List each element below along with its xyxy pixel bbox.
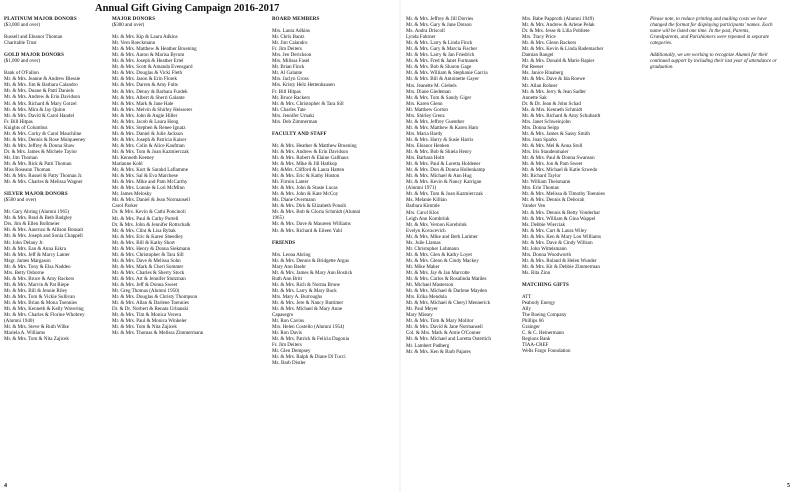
- donor-entry: Mr. & Mrs. Jon & Pam Sweet: [522, 161, 583, 168]
- donor-entry: Mr. & Mrs. Larry & Linda Finck: [406, 40, 473, 47]
- donor-entry: Mr. & Mrs. Thomas & Melissa Zimmermann: [112, 330, 204, 337]
- donor-entry: Mr. & Mrs. Albert & Sherri Galante: [112, 94, 185, 101]
- donor-entry: Mr. & Mrs. Kip & Laura Adkins: [112, 34, 178, 41]
- donor-entry: Mr. & Mrs. Mike & Jill Hatlkop: [272, 160, 338, 167]
- donor-entry: Mr. & Mrs. Aaron & Marisa Byrum: [112, 52, 185, 59]
- donor-entry: Mr. William Theismann: [522, 179, 571, 186]
- donor-entry: Mr. & Mrs. Dirk & Elizabeth Ponsib: [272, 203, 347, 210]
- donor-entry: Mr. & Mrs. Dave & Ida Roewe: [522, 76, 586, 83]
- donor-entry: Mr. & Mrs. Jeanne & Andrew Blessie: [4, 76, 81, 83]
- donor-entry: Mr. & Mrs. Jeffrey Guenther: [406, 118, 465, 125]
- donor-entry: Mr. & Mrs. Michael & Darlene Mayden: [406, 288, 488, 295]
- donor-entry: Mr. & Mrs. Tom & Mary Molitor: [406, 318, 474, 325]
- donor-entry: Mr. & Mrs. Bob & Gloria Schmidt (Alumni: [272, 209, 361, 216]
- donor-entry: Mr. & Mrs. Joseph & Heather Ertel: [112, 58, 184, 65]
- donor-entry: Peabody Energy: [522, 300, 556, 307]
- donor-entry: Mr. & Mrs. Larry & Jan Friedrich: [406, 52, 475, 59]
- donor-entry: Mr. Glen Dempsey: [272, 348, 311, 355]
- donor-entry: Mr. & Mrs. Marvin & Pat Riepe: [4, 281, 70, 288]
- donor-entry: Mr. Greg Thomas (Alumni 1950): [112, 288, 180, 295]
- donor-entry: Mary Missey: [406, 312, 433, 319]
- section-heading: FRIENDS: [272, 239, 296, 246]
- section-heading: FACULTY AND STAFF: [272, 130, 327, 137]
- donor-entry: Mr. & Mrs. Dennis & Deborah: [522, 197, 585, 204]
- donor-entry: Mr. & Mrs. David & Carol Handel: [4, 112, 75, 119]
- donor-entry: Dr. & Mrs. John & Jennifer Rottschalk: [112, 221, 191, 228]
- donor-entry: Mr. & Mrs. Jeffrey & Donna Shaw: [4, 142, 75, 149]
- donor-entry: Mr. & Mrs. Bob & Sharon Gage: [406, 64, 472, 71]
- donor-entry: Mrs. Mary A. Burroughs: [272, 293, 323, 300]
- donor-entry: Mr. & Mrs. Jeffrey & Jill Dorries: [406, 16, 474, 22]
- donor-entry: Mr. Bruce Rackers: [272, 94, 310, 101]
- donor-entry: Mr. & Mrs. Ean & Anna Eskra: [4, 245, 66, 252]
- donor-entry: Mr. & Mrs. Aaornzo & Allison Bonsait: [4, 227, 84, 234]
- donor-entry: Carol Parker: [112, 203, 138, 210]
- donor-entry: Mr. & Mrs. Clint & Lisa Rybak: [112, 227, 176, 234]
- donor-entry: Mr. & Mrs. Dennis & Bridgette Argus: [272, 257, 350, 264]
- donor-entry: Mr. & Mrs. Melvin & Shirley Heisserer: [112, 106, 193, 113]
- donor-entry: Mr. & Mrs. Ken & Barb Pajares: [406, 348, 471, 355]
- donor-entry: Mrs. Joan Sparks: [522, 136, 557, 143]
- section-heading: SILVER MAJOR DONORS: [4, 191, 68, 198]
- donor-entry: Dr. & Mrs. Jesse & Lilia Pobliete: [522, 28, 590, 35]
- donor-entry: Mr. & Mrs. Curt & Laura Wiley: [522, 227, 587, 234]
- donor-entry: Mr. & Mrs. Matthew & Karen Ham: [406, 124, 479, 131]
- donor-entry: Mr. & Mrs. Tom & Joan Kazmierczak: [112, 148, 189, 155]
- donor-entry: Fr. Jim Deiters: [272, 342, 302, 349]
- donor-entry: Miss Roseann Thoman: [4, 167, 51, 174]
- donor-entry: Mr. & Mrs. Joseph and Sonia Chappell: [4, 233, 83, 240]
- donor-entry: Mr. & Mrs. Tony & Elsa Naddeo: [4, 263, 71, 270]
- column-donors-top-tiers: [4, 16, 86, 342]
- donor-entry: Mrs. Jennifer Urnaki: [272, 112, 315, 119]
- donor-entry: Mr. & Mrs. Jim & Barbara Calandro: [4, 82, 78, 89]
- donor-entry: Mr. & Mrs. Bob & Shiela Henry: [406, 149, 472, 156]
- donor-entry: Mr. & Mrs. Dave & Cindy Willson: [522, 239, 593, 246]
- donor-entry: Mr. & Mrs. Paul & Donna Swanson: [522, 155, 595, 162]
- donor-entry: Mr. & Mrs. Eric & Karen Sheedley: [112, 233, 184, 240]
- donor-entry: Capasegro: [272, 312, 294, 319]
- donor-entry: Mr. & Mrs. Charles & Florine Whobrey: [4, 312, 85, 319]
- donor-entry: Mr. & Mrs. Denny & Barbara Furdek: [112, 88, 188, 95]
- donor-entry: Mr. & Mrs. Richard & Amy Schubardt: [522, 112, 601, 119]
- donor-entry: Mr. & Mrs. Ken & Mary Lou Williams: [522, 233, 601, 240]
- donor-entry: Mr. & Mrs. Glen & Kathy Loyet: [406, 251, 472, 258]
- donor-entry: Mr. & Mrs. David & Jane Normansell: [406, 324, 483, 331]
- format-note: Please note, to reduce printing and mailing costs we have changed the format for displaying participants' names. Each name will be listed one time. In the past, Parents, Grandparents, and Parishioners were repeated in separate categories.: [650, 16, 773, 47]
- donor-entry: Mrs. Janet Schweinjohn: [522, 118, 571, 125]
- donor-entry: Ms. & Mrs. Kenneth Schmidt: [522, 106, 583, 113]
- donor-entry: Mr. & Mrs. Christopher & Tara Sill: [272, 100, 344, 107]
- donor-entry: Annette Sak: [522, 94, 547, 101]
- donor-entry: Mr. & Mrs. Robert & Elaine Gallhaus: [272, 154, 349, 161]
- donor-entry: Fr. Jim Deiters: [272, 46, 302, 53]
- donor-entry: Russell and Eleanor Thoman: [4, 34, 63, 41]
- donor-entry: Knights of Columbus: [4, 124, 48, 131]
- donor-entry: Mrs. Betty Osborne: [4, 269, 44, 276]
- donor-entry: Mr. & Mrs. Andrew & Erin Davidson: [272, 148, 348, 155]
- donor-entry: Mr. & Mrs. Matthew & Heather Bruening: [112, 46, 197, 53]
- page-number-left: 4: [4, 483, 7, 489]
- donor-entry: Ms. Andra Driscoll: [406, 28, 445, 35]
- donor-entry: Mr. & Mrs. Stephen & Renee Ignatz: [112, 124, 186, 131]
- donor-entry: Mr. & Mrs. Tom & Vickie Sullivan: [4, 293, 75, 300]
- donor-entry: Fr. Bill Hitpas: [272, 88, 301, 95]
- section-heading: MAJOR DONORS: [112, 16, 156, 22]
- donor-entry: Mr. & Mrs. Henry & Donna Siekmann: [112, 245, 191, 252]
- donor-entry: Mr. & Mrs. Paul & Monica Winkeler: [112, 318, 187, 325]
- donor-entry: Mr. & Mrs. Jere & Nancy Buttimer: [272, 299, 344, 306]
- donor-entry: Mr. & Mrs. Lonnie & Lori McMinn: [112, 185, 185, 192]
- donor-entry: Ms. Julie Llamas: [406, 239, 441, 246]
- donor-entry: Mrs. Jen Derickson: [272, 52, 312, 59]
- donor-entry: (Alumni 1940): [4, 318, 35, 325]
- donor-entry: Mrs. Donna Seipp: [522, 124, 559, 131]
- donor-entry: Mrs. Erika Mendola: [406, 294, 447, 301]
- donor-entry: Mr. & Mrs. John & Kate McCoy: [272, 191, 339, 198]
- donor-entry: Mr. & Mrs. Douglas & Christy Thompson: [112, 294, 198, 301]
- donor-entry: Mr. & Mrs. Allan & Darlene Toennies: [112, 300, 189, 307]
- donor-entry: Drs. Jim & Ellen Bollmeier: [4, 221, 60, 228]
- section-heading: MATCHING GIFTS: [522, 282, 570, 289]
- donor-entry: Mr. & Mrs. Michael & Mary Anne: [272, 306, 343, 313]
- donor-entry: Mr. & Mrs. Carlos & Rosalinda Matiles: [406, 276, 487, 283]
- donor-entry: Mr. John Wittelsmann: [522, 245, 567, 252]
- donor-entry: Mr. & Mrs. Fred & Janet Furmanek: [406, 58, 479, 65]
- donor-entry: Ms. Debbie Wierciak: [522, 221, 566, 228]
- donor-entry: Mrs. Barbara Holtt: [406, 155, 445, 162]
- donor-entry: Mrs. Iris Staudenmaier: [522, 149, 569, 156]
- donor-entry: Mrs. Diane Giedeman: [406, 88, 451, 95]
- donor-entry: Mr. & Mrs. Rick & Patti Thoman: [4, 160, 72, 167]
- donor-entry: Mr. & Mrs. John & Angie Hiller: [112, 112, 178, 119]
- donor-entry: Mary Ann Baehr: [272, 263, 306, 270]
- donor-entry: Wells Fargo Foundation: [522, 348, 571, 355]
- column-board-faculty-friends: [272, 16, 360, 366]
- donor-entry: Mrs. Shirley Grenz: [406, 112, 445, 119]
- donor-entry: Marianne Kohl: [112, 161, 143, 168]
- donor-entry: Mr. & Mrs. Bill & Kathy Short: [112, 239, 175, 246]
- donor-entry: Mr. & Mrs. Kurt & Sarahd Laflamme: [112, 167, 188, 174]
- donor-entry: Phillips 66: [522, 318, 544, 325]
- donor-entry: Mr. & Mrs. Brian & Mona Toennies: [4, 299, 78, 306]
- donor-entry: Mr. & Mrs. Gary & Jane Dotson: [406, 22, 472, 29]
- donor-entry: Mr. &Mrs. Clifford & Laura Hatten: [272, 167, 345, 174]
- donor-entry: Mr. & Mrs. Melissa & Timothy Toennies: [522, 191, 605, 198]
- donor-entry: Mr. & Mrs. Paul & Loretta Holdener: [406, 161, 481, 168]
- donor-entry: ($1,000 and over): [4, 58, 41, 65]
- donor-entry: Mr. & Mrs. Michael & Cheryl Mennerick: [406, 300, 491, 307]
- donor-entry: Mr. & Mrs. Patrick & Felicia Dagonia: [272, 336, 350, 343]
- donor-entry: Mr. & Mrs. Douglas & Vicki Fleth: [112, 70, 182, 77]
- donor-entry: Mr. & Mrs. Roland & Helen Wunder: [522, 257, 597, 264]
- donor-entry: Mr. & Mrs. Scott & Amanda Evensgard: [112, 64, 193, 71]
- donor-entry: ($300 and over): [112, 22, 145, 29]
- donor-entry: Mr. Vern Boeckmann: [112, 40, 156, 47]
- donor-entry: Mr. Lambert Padberg: [406, 342, 450, 349]
- donor-entry: Mr. & Mrs. James & Sassy Smith: [522, 130, 590, 137]
- donor-entry: Mr. & Mrs. Michael & Katie Szwedo: [522, 167, 598, 174]
- donor-entry: Mr. & Mrs. Kevin & Nancy Karrigan: [406, 179, 482, 186]
- donor-entry: Mr. & Mrs. Jeff & Marcy Lanter: [4, 251, 70, 258]
- donor-entry: Dr. & Dr. Norbert & Renata Urbanski: [112, 306, 189, 313]
- donor-entry: Ms. Janice Rinaberg: [522, 70, 564, 77]
- donor-entry: Mr. & Mrs. Bill & Jennie Riley: [4, 287, 68, 294]
- donor-entry: Mr. Gary Ahring (Alumni 1965): [4, 209, 70, 216]
- donor-entry: Mr. Jim Calandro: [272, 40, 308, 47]
- donor-entry: Mr. & Mrs. Christopher & Tara Sill: [112, 251, 184, 258]
- donor-entry: Mr. & Mrs. Colin & Alice Kaufman: [112, 142, 185, 149]
- donor-entry: Mr. & Mrs. William & Gina Wappel: [522, 215, 596, 222]
- donor-entry: Mr. & Mrs. Eric & Kathy Huston: [272, 173, 340, 180]
- donor-entry: Mr. Firmin Lanter: [272, 179, 309, 186]
- donor-entry: Mr. & Mrs. Jeff & Donna Sweet: [112, 282, 178, 289]
- donor-entry: Ruth Ann Britt: [272, 275, 303, 282]
- donor-entry: Mariela A. Williams: [4, 330, 46, 337]
- donor-entry: Mrs. Jaclyn Gross: [272, 76, 309, 83]
- donor-entry: Mr. Matthew Gorton: [406, 106, 448, 113]
- donor-entry: Mr. & Mrs. Duane & Patti Daniels: [4, 88, 74, 95]
- donor-entry: Mr. & Mrs. Jacob & Laura Hong: [112, 118, 179, 125]
- donor-entry: Mr. & Mrs. Dave & Melissa Sohn: [112, 257, 181, 264]
- donor-entry: Mrs. Leona Ahring: [272, 251, 311, 258]
- section-heading: PLATINUM MAJOR DONORS: [4, 16, 77, 22]
- donor-entry: Mr. & Mrs. Charles & Sherry Stock: [112, 269, 185, 276]
- donor-entry: Ms. Barb Distler: [272, 360, 306, 367]
- donor-entry: Mr. & Mrs. Jason & Erin Florek: [112, 76, 178, 83]
- donor-entry: Mr. James Melosky: [112, 191, 152, 198]
- alumni-note: Additionally, we are working to recognize Alumni for their continued support by including their last year of attendance or graduation.: [650, 52, 777, 71]
- donor-entry: ATT: [522, 294, 532, 301]
- donor-entry: Mr. & Mrs. Charles & Melissa Wagner: [4, 179, 83, 186]
- donor-entry: Mr. & Mrs. James & Mary Ann Bostick: [272, 269, 353, 276]
- donor-entry: Mrs. Tracy Price: [522, 34, 556, 41]
- donor-entry: TIAA-CREF: [522, 342, 549, 349]
- column-major-donors: [112, 16, 203, 336]
- donor-entry: Mr. & Mrs. Daniel & Julie Jackson: [112, 130, 183, 137]
- donor-entry: Mr. Michael Masterson: [406, 282, 454, 289]
- donor-entry: Mr. John Delany Jr.: [4, 239, 44, 246]
- donor-entry: Mr. & Mrs. Bill & Antoinette Gayer: [406, 76, 479, 83]
- donor-entry: Mr. & Mrs. Richard & Eileen Yahl: [272, 227, 342, 234]
- donor-entry: Mr. & Mrs. Tom & Joan Kazmierczak: [406, 191, 483, 198]
- section-heading: BOARD MEMBERS: [272, 16, 320, 22]
- donor-entry: Mr. & Mrs. Andrew & Arlene Pelak: [522, 22, 595, 29]
- donor-entry: Mrs. Donna Woodworth: [522, 251, 571, 258]
- donor-entry: Dr. & Dr. Jean & John Schad: [522, 100, 581, 107]
- donor-entry: Mr. & Mrs. Paul & Cathy Portell: [112, 215, 179, 222]
- donor-entry: Regions Bank: [522, 336, 551, 343]
- donor-entry: Mr. & Mrs. Tom & Sandy Giger: [406, 94, 472, 101]
- donor-entry: Msgr. James Margason: [4, 257, 51, 264]
- donor-entry: Mr. & Mrs. Steve & Ruth Wilke: [4, 324, 70, 331]
- donor-entry: Pat Reeser: [522, 64, 544, 71]
- donor-entry: Mr. & Mrs. Andrew & Erin Davidson: [4, 94, 80, 101]
- donor-entry: Mr. & Mrs. Dave & Maureen Williams: [272, 221, 351, 228]
- donor-entry: Dr. & Mrs. Kevin & Cathi Poncinoli: [112, 209, 186, 216]
- donor-entry: Bank of O'Fallon: [4, 70, 39, 77]
- donor-entry: (Alumni 1971): [406, 185, 437, 192]
- donor-entry: Mr. & Mrs. Michael and Loretta Ostertich: [406, 336, 491, 343]
- donor-entry: Mr. & Mrs. Dennis & Betty Vonderhar: [522, 209, 601, 216]
- donor-entry: Mr. & Mrs. Don & Donna Hollenkamp: [406, 167, 486, 174]
- donor-entry: Mr. & Mrs. Tim & Monica Vecera: [112, 312, 182, 319]
- donor-entry: Mr. & Mrs. Daniel & Jean Normansell: [112, 197, 190, 204]
- donor-entry: Mr. & Mrs. Tom & Nita Zajicek: [4, 336, 69, 343]
- donor-entry: Mr. & Mrs. Harry & Susie Harris: [406, 136, 474, 143]
- donor-entry: Mrs. Milissa Fasel: [272, 58, 310, 65]
- donor-entry: Mr. Brian Finck: [272, 64, 305, 71]
- donor-entry: Mr. Charles Tate: [272, 106, 306, 113]
- donor-entry: Mr. & Mrs. Tom & Nita Zajicek: [112, 324, 177, 331]
- donor-entry: Mr. Ron Davis: [272, 330, 302, 337]
- donor-entry: Mr. & Mrs. Mike and Pam McCarthy: [112, 179, 188, 186]
- donor-entry: Mr. & Mrs. Rich & Norma Brune: [272, 281, 340, 288]
- donor-entry: Mr. & Mrs. Richard & Mary Gorzel: [4, 100, 77, 107]
- donor-entry: Mr. Al Galante: [272, 70, 303, 77]
- donor-entry: Ms. Diane Overmann: [272, 197, 316, 204]
- donor-entry: Mrs. Laura Adkins: [272, 28, 310, 35]
- donor-entry: Mrs. Babe Papproth (Alumni 1949): [522, 16, 594, 22]
- donor-entry: Barbara Kimmle: [406, 203, 440, 210]
- donor-entry: ($500 and over): [4, 197, 37, 204]
- page-title: Annual Gift Giving Campaign 2016-2017: [95, 3, 280, 14]
- section-heading: GOLD MAJOR DONORS: [4, 52, 65, 59]
- donor-entry: Mr. & Mrs. Art & Jennifer Stutzman: [112, 275, 186, 282]
- donor-entry: Dr. & Mrs. James & Michele Taylor: [4, 148, 78, 155]
- donor-entry: Mr. & Mrs. Mike and Beth Larimer: [406, 233, 478, 240]
- donor-entry: C. & C. Heinermann: [522, 330, 564, 337]
- donor-entry: Grainger: [522, 324, 540, 331]
- donor-entry: Mr. & Mrs. Vernon Korebrink: [406, 221, 467, 228]
- donor-entry: Mr. & Mrs. Heather & Matthew Bruening: [272, 142, 357, 149]
- donor-entry: Mr. & Mrs. Mel & Anna Stoll: [522, 142, 583, 149]
- donor-entry: Mr. & Mrs. Ralph & Diane Di Tucci: [272, 354, 346, 361]
- donor-entry: Mr. & Mrs. Bruce & Amy Rackers: [4, 275, 75, 282]
- donor-entry: Mr. & Mrs. William & Stephanie Garcia: [406, 70, 488, 77]
- donor-entry: Mrs. Erin Thomas: [522, 185, 559, 192]
- donor-entry: Mr. & Mrs. Kevin & Linda Rademacher: [522, 46, 604, 53]
- donor-entry: Mr. Jim Thoman: [4, 154, 38, 161]
- donor-entry: Lynda Fahrner: [406, 34, 436, 41]
- donor-entry: Mr. & Mrs. Jerry & Jean Sadler: [522, 88, 586, 95]
- donor-entry: Mr. & Mrs. Corky & Carol Mauchline: [4, 130, 82, 137]
- donor-entry: Fr. Bill Hitpas: [4, 118, 33, 125]
- donor-entry: 1965): [272, 215, 284, 222]
- donor-entry: Charitable Trust: [4, 40, 37, 47]
- donor-entry: Mr. & Mrs. Glenn & Cindy Mackey: [406, 257, 479, 264]
- donor-entry: Mrs. Jeanette M. Giebels: [406, 82, 457, 89]
- donor-entry: ($3,000 and over): [4, 22, 41, 29]
- column-friends-matching-gifts: [522, 16, 605, 355]
- donor-entry: Mr. Mike Maher: [406, 263, 440, 270]
- donor-entry: Mrs. Karen Glenn: [406, 100, 443, 107]
- page-gutter: [399, 0, 401, 492]
- donor-entry: Col. & Mrs. Mark & Amie O'Conner: [406, 330, 481, 337]
- donor-entry: Vander Ven: [522, 203, 546, 210]
- donor-entry: Mrs. Eleanor Henken: [406, 142, 450, 149]
- donor-entry: Mrs. Deb Zimmerman: [272, 118, 318, 125]
- donor-entry: Mr. Allan Rohner: [522, 82, 558, 89]
- donor-entry: Mr. & Mrs. Glenn Rackers: [522, 40, 577, 47]
- donor-entry: Leigh Ann Kombrink: [406, 215, 450, 222]
- page-number-right: 5: [787, 483, 790, 489]
- donor-entry: Evelyn Kovacevich: [406, 227, 446, 234]
- donor-entry: Mr. & Mrs. Sal & Eva Marchese: [112, 173, 178, 180]
- donor-entry: Mr. & Mrs. Donald & Marie Rapier: [522, 58, 595, 65]
- donor-entry: Damian Rangel: [522, 52, 554, 59]
- donor-entry: Mr. & Mrs. Larry & Mary Buck: [272, 287, 337, 294]
- donor-entry: Mrs. Maria Hardy: [406, 130, 443, 137]
- donor-entry: Mr. Kenneth Keeney: [112, 155, 155, 162]
- donor-entry: Mr. & Mrs. Dennis & Rose Mulqueeney: [4, 136, 86, 143]
- donor-entry: The Boeing Company: [522, 312, 567, 319]
- donor-entry: Mr. & Mrs. Michael & Ann Hug: [406, 173, 472, 180]
- donor-entry: Ms. Melanie Killian: [406, 197, 447, 204]
- donor-entry: Ally: [522, 306, 531, 313]
- donor-entry: Mr. & Mrs. Brad & Beth Badgley: [4, 215, 73, 222]
- column-friends-continued: [406, 16, 491, 355]
- donor-entry: Mr. & Mrs. Kenneth & Kelly Wavering: [4, 306, 84, 313]
- donor-entry: Mrs. Kristy Helz Hettenhausen: [272, 82, 335, 89]
- donor-entry: Mr. Richard Taylor: [522, 173, 561, 180]
- donor-entry: Mr. & Mrs. John & Stasie Lucas: [272, 185, 338, 192]
- donor-entry: Mrs. Carol Klos: [406, 209, 439, 216]
- donor-entry: Mr. & Mrs. Mark & Cheri Sommer: [112, 263, 184, 270]
- donor-entry: Mr. & Mrs. Darren & Amy Fults: [112, 82, 178, 89]
- donor-entry: Mr. Christopher Lohmann: [406, 245, 459, 252]
- donor-entry: Mr. & Mrs. Kit & Debbie Zimmerman: [522, 263, 600, 270]
- donor-entry: Mr. & Mrs. Gary & Marcia Fischer: [406, 46, 478, 53]
- donor-entry: Ms. Rita Zinn: [522, 269, 551, 276]
- donor-entry: Mr. & Mrs. Jay & Jan Marcotte: [406, 269, 470, 276]
- donor-entry: Mr. & Mrs. Mark & Jane Hale: [112, 100, 174, 107]
- donor-entry: Mr. Ron Cavins: [272, 318, 305, 325]
- donor-entry: Mr. & Mrs. Mira & Jay Quinn: [4, 106, 66, 113]
- donor-entry: Mr. Paul Meyer: [406, 306, 438, 313]
- donor-entry: Mrs. Helen Costello (Alumni 1954): [272, 324, 345, 331]
- donor-entry: Mr. Chris Bantz: [272, 34, 305, 41]
- donor-entry: Mr. & Mrs. Joseph & Patricia Kaiser: [112, 136, 187, 143]
- donor-entry: Mr. & Mrs. Russel & Patty Thoman Jr.: [4, 173, 83, 180]
- notes-column: [650, 16, 780, 70]
